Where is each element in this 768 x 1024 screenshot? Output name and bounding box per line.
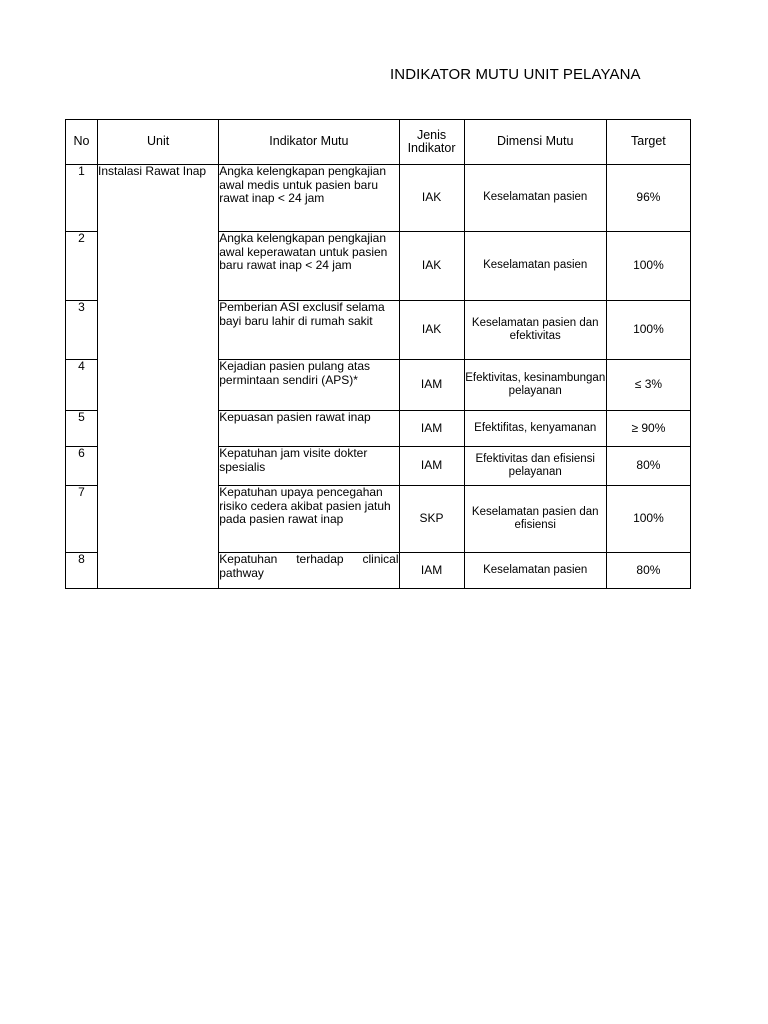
cell-dimensi: Keselamatan pasien — [464, 553, 606, 589]
cell-indikator: Kepatuhan jam visite dokter spesialis — [219, 447, 399, 486]
cell-target: 100% — [606, 486, 690, 553]
cell-target: 100% — [606, 232, 690, 301]
cell-jenis: IAK — [399, 165, 464, 232]
header-jenis-line2: Indikator — [407, 141, 456, 155]
cell-jenis: IAK — [399, 301, 464, 360]
cell-dimensi: Efektivitas, kesinambungan pelayanan — [464, 360, 606, 411]
cell-no: 8 — [66, 553, 98, 589]
header-unit: Unit — [98, 120, 219, 165]
header-no: No — [66, 120, 98, 165]
header-jenis-line1: Jenis — [416, 127, 447, 142]
header-jenis — [399, 120, 464, 165]
cell-dimensi: Keselamatan pasien dan efektivitas — [464, 301, 606, 360]
cell-jenis: SKP — [399, 486, 464, 553]
cell-no: 7 — [66, 486, 98, 553]
cell-jenis: IAM — [399, 553, 464, 589]
cell-jenis: IAM — [399, 411, 464, 447]
cell-no: 2 — [66, 232, 98, 301]
cell-target: 96% — [606, 165, 690, 232]
cell-no: 3 — [66, 301, 98, 360]
cell-target: ≤ 3% — [606, 360, 690, 411]
cell-target: 80% — [606, 447, 690, 486]
cell-jenis: IAM — [399, 447, 464, 486]
cell-target: 80% — [606, 553, 690, 589]
header-dimensi: Dimensi Mutu — [464, 120, 606, 165]
cell-unit: Instalasi Rawat Inap — [98, 165, 219, 589]
cell-indikator: Kepatuhan upaya pencegahan risiko cedera akibat pasien jatuh pada pasien rawat inap — [219, 486, 399, 553]
cell-target: 100% — [606, 301, 690, 360]
page-title: INDIKATOR MUTU UNIT PELAYANA — [390, 66, 641, 83]
cell-indikator: Kejadian pasien pulang atas permintaan sendiri (APS)* — [219, 360, 399, 411]
cell-no: 4 — [66, 360, 98, 411]
cell-indikator: Kepatuhan terhadap clinical pathway — [219, 553, 399, 589]
cell-dimensi: Keselamatan pasien — [464, 232, 606, 301]
cell-no: 5 — [66, 411, 98, 447]
cell-dimensi: Efektivitas dan efisiensi pelayanan — [464, 447, 606, 486]
cell-dimensi: Efektifitas, kenyamanan — [464, 411, 606, 447]
indicator-table — [65, 119, 691, 589]
table-row — [66, 165, 691, 232]
cell-indikator: Kepuasan pasien rawat inap — [219, 411, 399, 447]
cell-dimensi: Keselamatan pasien — [464, 165, 606, 232]
cell-jenis: IAM — [399, 360, 464, 411]
cell-indikator: Pemberian ASI exclusif selama bayi baru lahir di rumah sakit — [219, 301, 399, 360]
table-header-row — [66, 120, 691, 165]
cell-target: ≥ 90% — [606, 411, 690, 447]
header-indikator: Indikator Mutu — [219, 120, 399, 165]
cell-jenis: IAK — [399, 232, 464, 301]
cell-no: 1 — [66, 165, 98, 232]
cell-indikator: Angka kelengkapan pengkajian awal medis untuk pasien baru rawat inap < 24 jam — [219, 165, 399, 232]
cell-no: 6 — [66, 447, 98, 486]
cell-dimensi: Keselamatan pasien dan efisiensi — [464, 486, 606, 553]
cell-indikator: Angka kelengkapan pengkajian awal keperawatan untuk pasien baru rawat inap < 24 jam — [219, 232, 399, 301]
header-target: Target — [606, 120, 690, 165]
